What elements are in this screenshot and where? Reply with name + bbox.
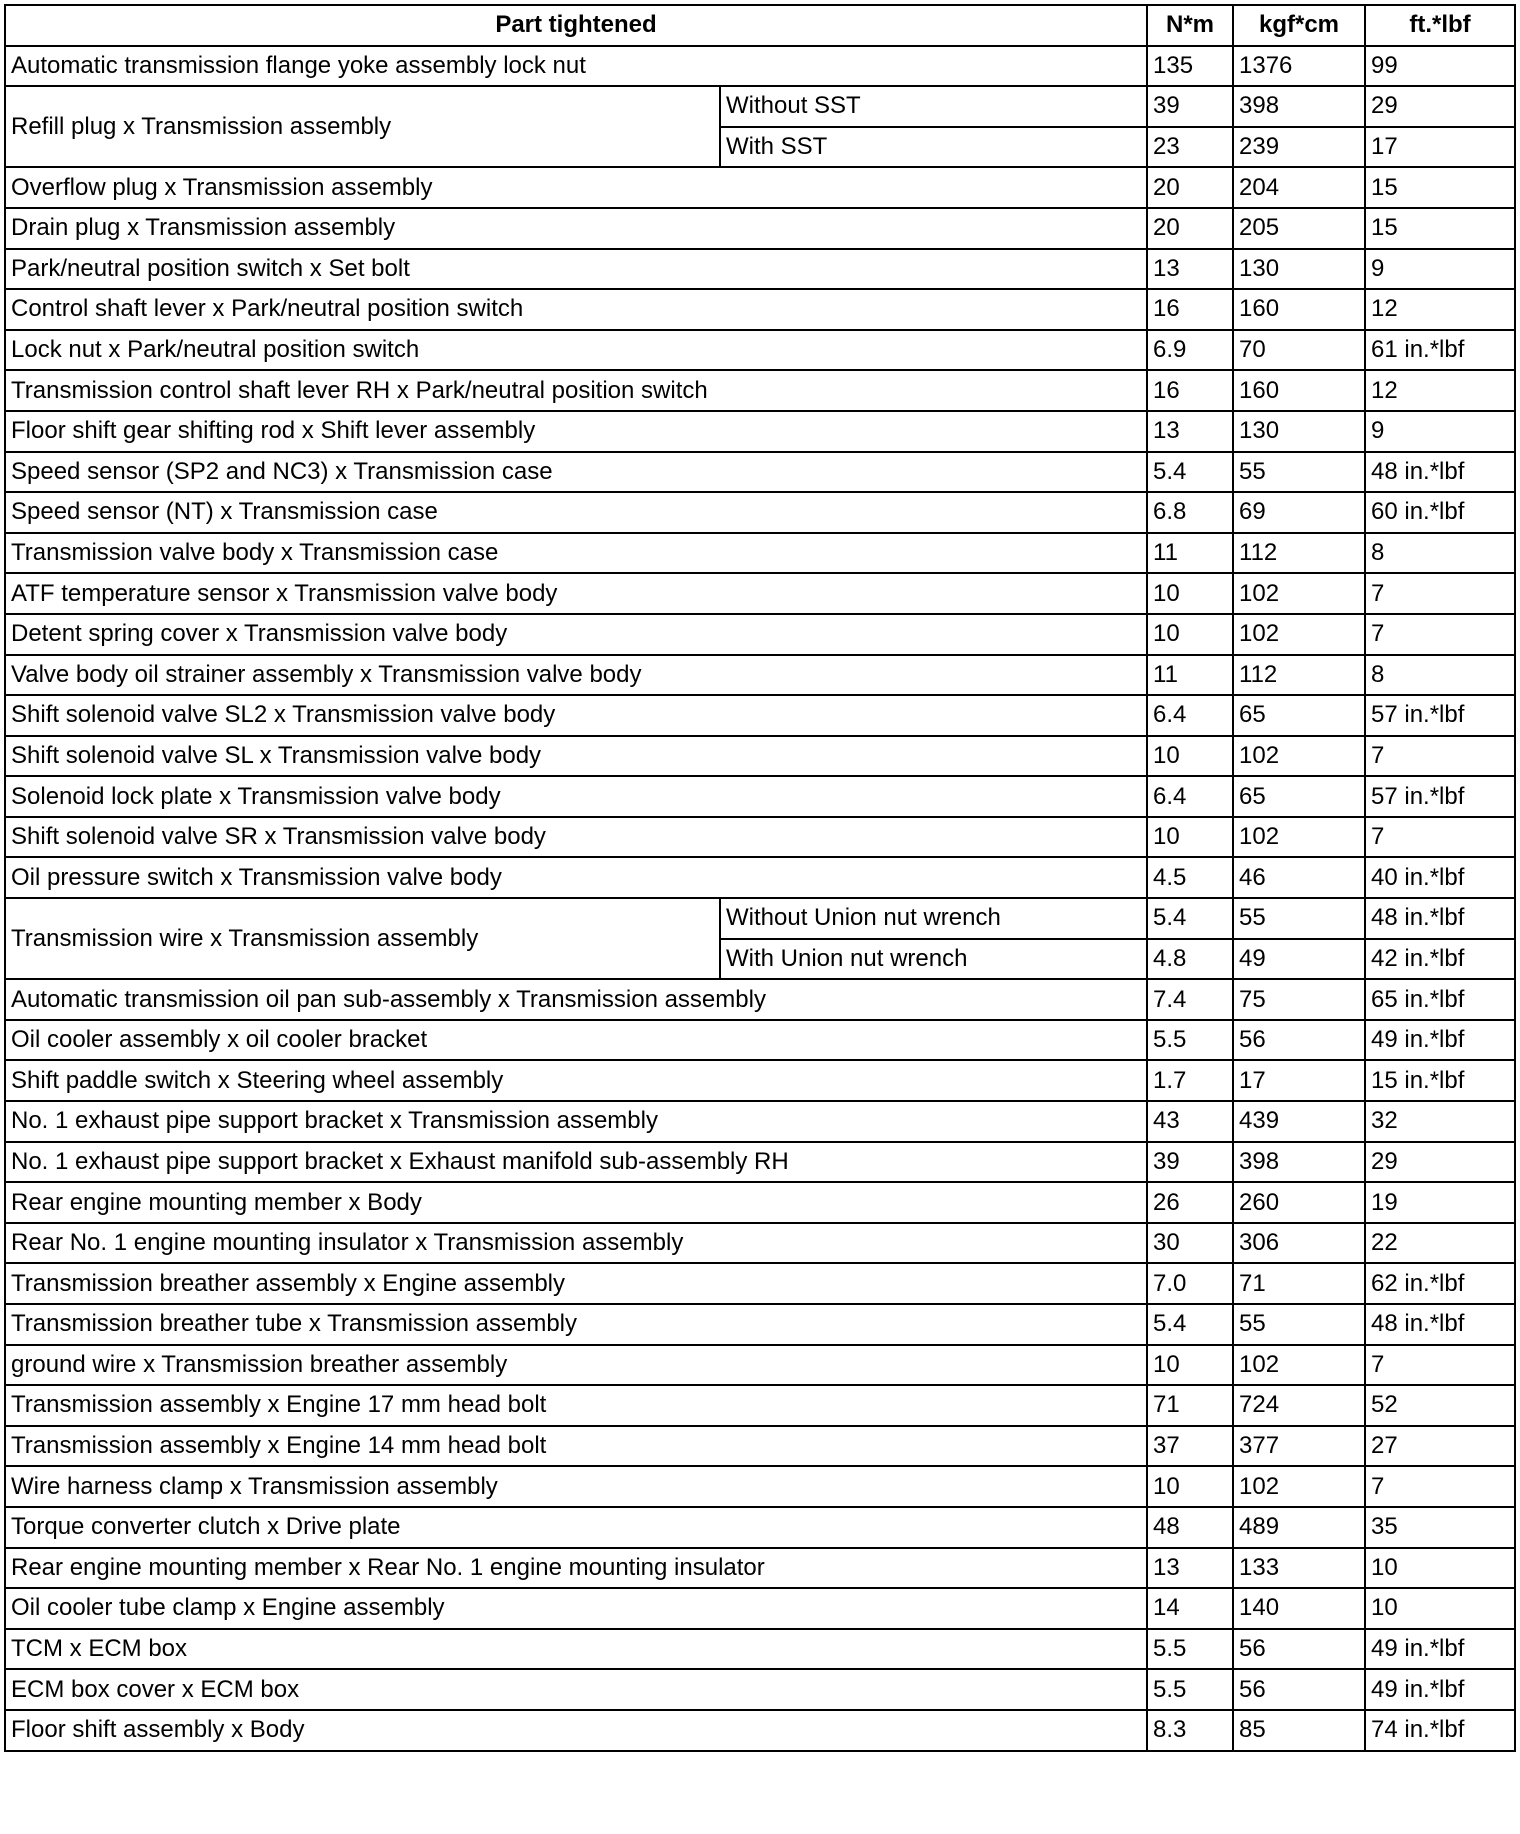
nm-cell: 26 <box>1147 1182 1233 1223</box>
table-row <box>5 573 1515 614</box>
ft-lbf-cell: 15 in.*lbf <box>1365 1060 1515 1101</box>
table-row <box>5 979 1515 1020</box>
ft-lbf-cell: 40 in.*lbf <box>1365 857 1515 898</box>
nm-cell: 16 <box>1147 370 1233 411</box>
ft-lbf-cell: 57 in.*lbf <box>1365 695 1515 736</box>
ft-lbf-cell: 9 <box>1365 411 1515 452</box>
kgf-cm-cell: 55 <box>1233 452 1365 493</box>
kgf-cm-cell: 204 <box>1233 167 1365 208</box>
nm-cell: 10 <box>1147 817 1233 858</box>
table-row <box>5 1304 1515 1345</box>
part-cell: Transmission control shaft lever RH x Park/neutral position switch <box>5 370 1147 411</box>
kgf-cm-cell: 102 <box>1233 614 1365 655</box>
ft-lbf-cell: 74 in.*lbf <box>1365 1710 1515 1751</box>
kgf-cm-cell: 439 <box>1233 1101 1365 1142</box>
part-cell: ATF temperature sensor x Transmission valve body <box>5 573 1147 614</box>
nm-cell: 5.5 <box>1147 1629 1233 1670</box>
table-row <box>5 452 1515 493</box>
part-cell: Wire harness clamp x Transmission assembly <box>5 1466 1147 1507</box>
kgf-cm-cell: 102 <box>1233 1345 1365 1386</box>
kgf-cm-cell: 65 <box>1233 695 1365 736</box>
part-cell: Transmission breather assembly x Engine assembly <box>5 1263 1147 1304</box>
ft-lbf-cell: 8 <box>1365 533 1515 574</box>
table-row <box>5 1507 1515 1548</box>
part-cell: Shift paddle switch x Steering wheel assembly <box>5 1060 1147 1101</box>
ft-lbf-cell: 8 <box>1365 655 1515 696</box>
part-cell: Overflow plug x Transmission assembly <box>5 167 1147 208</box>
kgf-cm-cell: 260 <box>1233 1182 1365 1223</box>
kgf-cm-cell: 56 <box>1233 1629 1365 1670</box>
ft-lbf-cell: 48 in.*lbf <box>1365 898 1515 939</box>
ft-lbf-cell: 29 <box>1365 1142 1515 1183</box>
kgf-cm-cell: 69 <box>1233 492 1365 533</box>
part-cell: Rear No. 1 engine mounting insulator x Transmission assembly <box>5 1223 1147 1264</box>
ft-lbf-cell: 61 in.*lbf <box>1365 330 1515 371</box>
ft-lbf-cell: 10 <box>1365 1548 1515 1589</box>
condition-cell: Without Union nut wrench <box>720 898 1147 939</box>
table-row <box>5 1426 1515 1467</box>
ft-lbf-cell: 12 <box>1365 289 1515 330</box>
table-body <box>5 46 1515 1751</box>
nm-cell: 10 <box>1147 614 1233 655</box>
table-row <box>5 695 1515 736</box>
kgf-cm-cell: 102 <box>1233 1466 1365 1507</box>
part-cell: Rear engine mounting member x Body <box>5 1182 1147 1223</box>
nm-cell: 23 <box>1147 127 1233 168</box>
part-cell: Park/neutral position switch x Set bolt <box>5 249 1147 290</box>
part-cell: Transmission wire x Transmission assembly <box>5 898 720 979</box>
kgf-cm-cell: 71 <box>1233 1263 1365 1304</box>
ft-lbf-cell: 52 <box>1365 1385 1515 1426</box>
table-row <box>5 614 1515 655</box>
condition-cell: With SST <box>720 127 1147 168</box>
table-row <box>5 533 1515 574</box>
header-row <box>5 5 1515 46</box>
ft-lbf-cell: 7 <box>1365 1466 1515 1507</box>
table-row <box>5 1020 1515 1061</box>
ft-lbf-cell: 7 <box>1365 573 1515 614</box>
kgf-cm-cell: 160 <box>1233 370 1365 411</box>
torque-spec-table <box>4 4 1516 1752</box>
nm-cell: 7.4 <box>1147 979 1233 1020</box>
part-cell: Solenoid lock plate x Transmission valve body <box>5 776 1147 817</box>
part-cell: Shift solenoid valve SR x Transmission valve body <box>5 817 1147 858</box>
table-row <box>5 289 1515 330</box>
part-cell: No. 1 exhaust pipe support bracket x Exhaust manifold sub-assembly RH <box>5 1142 1147 1183</box>
nm-cell: 4.5 <box>1147 857 1233 898</box>
kgf-cm-cell: 724 <box>1233 1385 1365 1426</box>
kgf-cm-cell: 46 <box>1233 857 1365 898</box>
nm-cell: 6.4 <box>1147 776 1233 817</box>
part-cell: Shift solenoid valve SL x Transmission valve body <box>5 736 1147 777</box>
ft-lbf-cell: 49 in.*lbf <box>1365 1669 1515 1710</box>
ft-lbf-cell: 7 <box>1365 817 1515 858</box>
ft-lbf-cell: 42 in.*lbf <box>1365 939 1515 980</box>
part-cell: Transmission assembly x Engine 17 mm head bolt <box>5 1385 1147 1426</box>
nm-cell: 135 <box>1147 46 1233 87</box>
table-row <box>5 1263 1515 1304</box>
kgf-cm-cell: 489 <box>1233 1507 1365 1548</box>
nm-cell: 6.8 <box>1147 492 1233 533</box>
ft-lbf-cell: 60 in.*lbf <box>1365 492 1515 533</box>
ft-lbf-cell: 32 <box>1365 1101 1515 1142</box>
nm-cell: 37 <box>1147 1426 1233 1467</box>
nm-cell: 7.0 <box>1147 1263 1233 1304</box>
nm-cell: 13 <box>1147 1548 1233 1589</box>
part-cell: Torque converter clutch x Drive plate <box>5 1507 1147 1548</box>
table-row <box>5 492 1515 533</box>
table-row <box>5 249 1515 290</box>
part-cell: TCM x ECM box <box>5 1629 1147 1670</box>
ft-lbf-cell: 48 in.*lbf <box>1365 1304 1515 1345</box>
nm-cell: 5.4 <box>1147 1304 1233 1345</box>
nm-cell: 20 <box>1147 208 1233 249</box>
nm-cell: 4.8 <box>1147 939 1233 980</box>
ft-lbf-cell: 17 <box>1365 127 1515 168</box>
kgf-cm-cell: 70 <box>1233 330 1365 371</box>
nm-cell: 6.9 <box>1147 330 1233 371</box>
ft-lbf-cell: 99 <box>1365 46 1515 87</box>
nm-cell: 6.4 <box>1147 695 1233 736</box>
part-cell: Oil pressure switch x Transmission valve body <box>5 857 1147 898</box>
part-cell: No. 1 exhaust pipe support bracket x Transmission assembly <box>5 1101 1147 1142</box>
ft-lbf-cell: 15 <box>1365 167 1515 208</box>
nm-cell: 10 <box>1147 1466 1233 1507</box>
ft-lbf-cell: 10 <box>1365 1588 1515 1629</box>
kgf-cm-cell: 85 <box>1233 1710 1365 1751</box>
kgf-cm-cell: 1376 <box>1233 46 1365 87</box>
table-row <box>5 736 1515 777</box>
table-row <box>5 1223 1515 1264</box>
kgf-cm-cell: 160 <box>1233 289 1365 330</box>
ft-lbf-cell: 12 <box>1365 370 1515 411</box>
kgf-cm-cell: 133 <box>1233 1548 1365 1589</box>
kgf-cm-cell: 130 <box>1233 249 1365 290</box>
part-cell: Floor shift assembly x Body <box>5 1710 1147 1751</box>
part-cell: Valve body oil strainer assembly x Transmission valve body <box>5 655 1147 696</box>
ft-lbf-cell: 35 <box>1365 1507 1515 1548</box>
table-row <box>5 1385 1515 1426</box>
table-row <box>5 330 1515 371</box>
part-cell: Transmission assembly x Engine 14 mm head bolt <box>5 1426 1147 1467</box>
table-row <box>5 1548 1515 1589</box>
kgf-cm-cell: 112 <box>1233 655 1365 696</box>
part-cell: Drain plug x Transmission assembly <box>5 208 1147 249</box>
kgf-cm-cell: 102 <box>1233 817 1365 858</box>
ft-lbf-cell: 65 in.*lbf <box>1365 979 1515 1020</box>
ft-lbf-cell: 48 in.*lbf <box>1365 452 1515 493</box>
table-row <box>5 776 1515 817</box>
kgf-cm-cell: 75 <box>1233 979 1365 1020</box>
kgf-cm-cell: 17 <box>1233 1060 1365 1101</box>
ft-lbf-cell: 7 <box>1365 1345 1515 1386</box>
part-cell: Automatic transmission flange yoke assembly lock nut <box>5 46 1147 87</box>
ft-lbf-cell: 7 <box>1365 736 1515 777</box>
table-row <box>5 1060 1515 1101</box>
kgf-cm-cell: 102 <box>1233 736 1365 777</box>
table-row <box>5 411 1515 452</box>
kgf-cm-cell: 398 <box>1233 86 1365 127</box>
kgf-cm-cell: 56 <box>1233 1669 1365 1710</box>
part-cell: Oil cooler tube clamp x Engine assembly <box>5 1588 1147 1629</box>
ft-lbf-cell: 62 in.*lbf <box>1365 1263 1515 1304</box>
kgf-cm-cell: 140 <box>1233 1588 1365 1629</box>
kgf-cm-cell: 377 <box>1233 1426 1365 1467</box>
ft-lbf-cell: 27 <box>1365 1426 1515 1467</box>
nm-cell: 11 <box>1147 655 1233 696</box>
part-cell: Oil cooler assembly x oil cooler bracket <box>5 1020 1147 1061</box>
ft-lbf-cell: 29 <box>1365 86 1515 127</box>
table-row <box>5 1669 1515 1710</box>
header-part-tightened: Part tightened <box>5 5 1147 46</box>
table-row <box>5 370 1515 411</box>
table-row <box>5 1466 1515 1507</box>
nm-cell: 8.3 <box>1147 1710 1233 1751</box>
nm-cell: 71 <box>1147 1385 1233 1426</box>
kgf-cm-cell: 130 <box>1233 411 1365 452</box>
kgf-cm-cell: 65 <box>1233 776 1365 817</box>
part-cell: Speed sensor (SP2 and NC3) x Transmission case <box>5 452 1147 493</box>
part-cell: ground wire x Transmission breather assembly <box>5 1345 1147 1386</box>
header-ft-lbf: ft.*lbf <box>1365 5 1515 46</box>
nm-cell: 1.7 <box>1147 1060 1233 1101</box>
kgf-cm-cell: 306 <box>1233 1223 1365 1264</box>
part-cell: Transmission valve body x Transmission case <box>5 533 1147 574</box>
kgf-cm-cell: 55 <box>1233 1304 1365 1345</box>
kgf-cm-cell: 205 <box>1233 208 1365 249</box>
nm-cell: 5.5 <box>1147 1020 1233 1061</box>
table-row <box>5 86 1515 127</box>
nm-cell: 13 <box>1147 249 1233 290</box>
kgf-cm-cell: 102 <box>1233 573 1365 614</box>
condition-cell: With Union nut wrench <box>720 939 1147 980</box>
table-row <box>5 1142 1515 1183</box>
nm-cell: 11 <box>1147 533 1233 574</box>
ft-lbf-cell: 15 <box>1365 208 1515 249</box>
nm-cell: 14 <box>1147 1588 1233 1629</box>
part-cell: Automatic transmission oil pan sub-assembly x Transmission assembly <box>5 979 1147 1020</box>
ft-lbf-cell: 57 in.*lbf <box>1365 776 1515 817</box>
nm-cell: 39 <box>1147 86 1233 127</box>
nm-cell: 10 <box>1147 736 1233 777</box>
kgf-cm-cell: 49 <box>1233 939 1365 980</box>
nm-cell: 10 <box>1147 1345 1233 1386</box>
nm-cell: 5.5 <box>1147 1669 1233 1710</box>
ft-lbf-cell: 9 <box>1365 249 1515 290</box>
part-cell: Control shaft lever x Park/neutral position switch <box>5 289 1147 330</box>
part-cell: Transmission breather tube x Transmission assembly <box>5 1304 1147 1345</box>
ft-lbf-cell: 7 <box>1365 614 1515 655</box>
nm-cell: 13 <box>1147 411 1233 452</box>
nm-cell: 20 <box>1147 167 1233 208</box>
header-kgf-cm: kgf*cm <box>1233 5 1365 46</box>
kgf-cm-cell: 239 <box>1233 127 1365 168</box>
part-cell: Shift solenoid valve SL2 x Transmission valve body <box>5 695 1147 736</box>
kgf-cm-cell: 398 <box>1233 1142 1365 1183</box>
table-row <box>5 1101 1515 1142</box>
kgf-cm-cell: 56 <box>1233 1020 1365 1061</box>
part-cell: Floor shift gear shifting rod x Shift lever assembly <box>5 411 1147 452</box>
nm-cell: 16 <box>1147 289 1233 330</box>
header-nm: N*m <box>1147 5 1233 46</box>
table-row <box>5 46 1515 87</box>
ft-lbf-cell: 22 <box>1365 1223 1515 1264</box>
table-row <box>5 1182 1515 1223</box>
kgf-cm-cell: 55 <box>1233 898 1365 939</box>
table-row <box>5 655 1515 696</box>
table-row <box>5 1710 1515 1751</box>
part-cell: Refill plug x Transmission assembly <box>5 86 720 167</box>
table-row <box>5 208 1515 249</box>
kgf-cm-cell: 112 <box>1233 533 1365 574</box>
table-row <box>5 167 1515 208</box>
ft-lbf-cell: 49 in.*lbf <box>1365 1020 1515 1061</box>
table-row <box>5 1588 1515 1629</box>
nm-cell: 48 <box>1147 1507 1233 1548</box>
nm-cell: 5.4 <box>1147 898 1233 939</box>
part-cell: Detent spring cover x Transmission valve body <box>5 614 1147 655</box>
table-row <box>5 898 1515 939</box>
part-cell: ECM box cover x ECM box <box>5 1669 1147 1710</box>
condition-cell: Without SST <box>720 86 1147 127</box>
nm-cell: 39 <box>1147 1142 1233 1183</box>
part-cell: Speed sensor (NT) x Transmission case <box>5 492 1147 533</box>
nm-cell: 43 <box>1147 1101 1233 1142</box>
nm-cell: 30 <box>1147 1223 1233 1264</box>
nm-cell: 10 <box>1147 573 1233 614</box>
table-row <box>5 1629 1515 1670</box>
table-row <box>5 857 1515 898</box>
ft-lbf-cell: 49 in.*lbf <box>1365 1629 1515 1670</box>
nm-cell: 5.4 <box>1147 452 1233 493</box>
table-row <box>5 1345 1515 1386</box>
ft-lbf-cell: 19 <box>1365 1182 1515 1223</box>
part-cell: Rear engine mounting member x Rear No. 1 engine mounting insulator <box>5 1548 1147 1589</box>
part-cell: Lock nut x Park/neutral position switch <box>5 330 1147 371</box>
table-row <box>5 817 1515 858</box>
